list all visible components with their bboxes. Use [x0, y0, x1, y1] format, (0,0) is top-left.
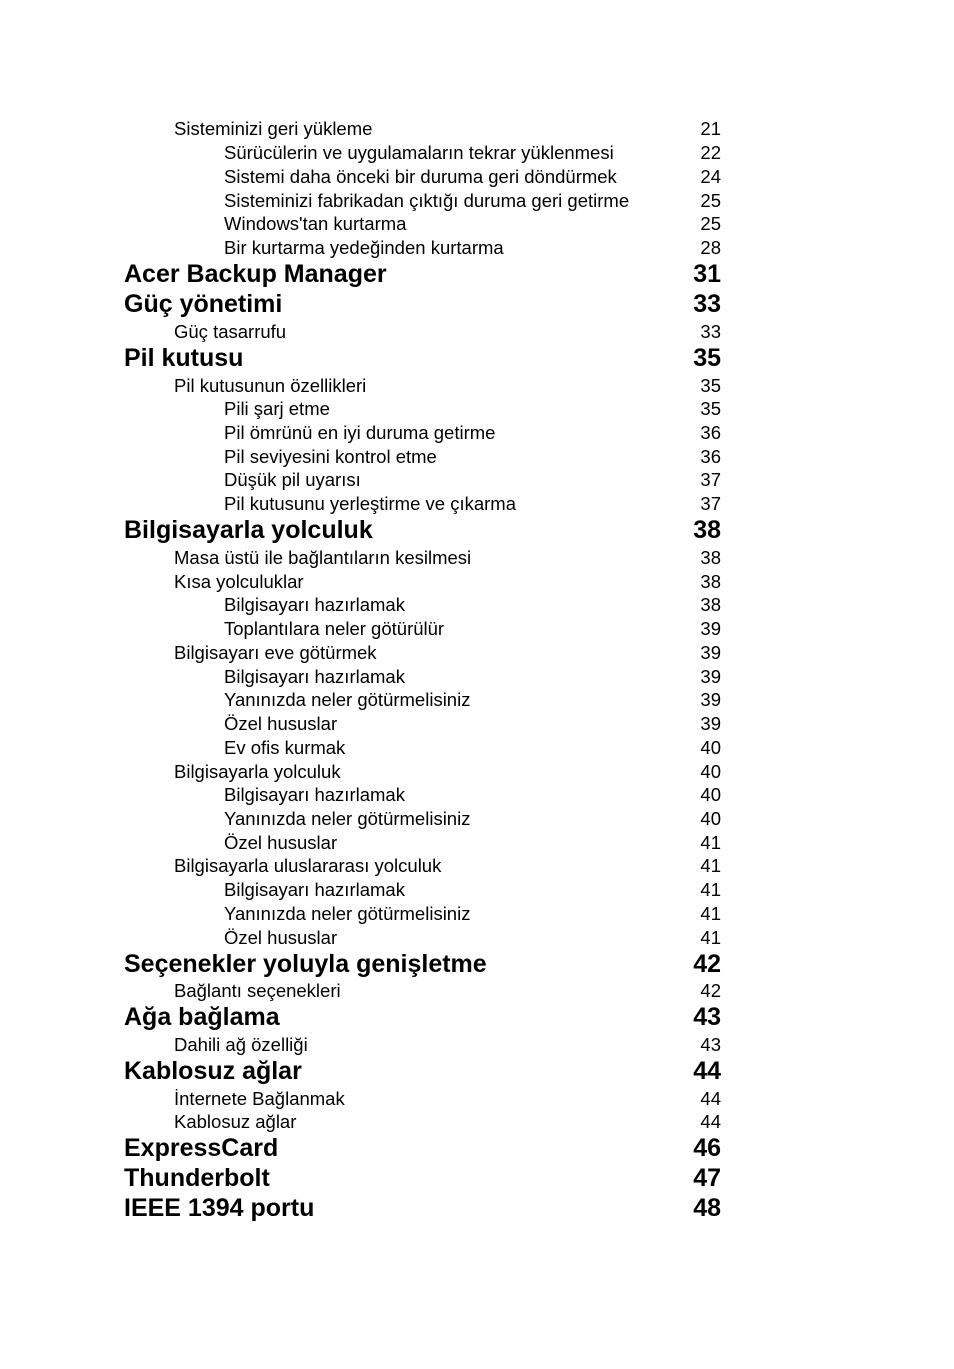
toc-section[interactable]: [0, 854, 954, 878]
toc-entry-title: Pil kutusu: [124, 344, 244, 372]
toc-subsection[interactable]: [0, 926, 954, 950]
toc-subsection[interactable]: [0, 593, 954, 617]
toc-section[interactable]: [0, 1087, 954, 1111]
toc-page-number: 41: [700, 903, 721, 924]
toc-page-number: 41: [700, 879, 721, 900]
toc-chapter[interactable]: [0, 289, 954, 319]
toc-page-number: 31: [693, 260, 721, 288]
toc-page-number: 46: [693, 1134, 721, 1162]
toc-page-number: 37: [700, 469, 721, 490]
toc-entry-title: Bilgisayarla yolculuk: [124, 516, 373, 544]
toc-subsection[interactable]: [0, 902, 954, 926]
toc-page-number: 33: [700, 321, 721, 342]
toc-page-number: 24: [700, 166, 721, 187]
toc-subsection[interactable]: [0, 397, 954, 421]
toc-entry-title: Seçenekler yoluyla genişletme: [124, 950, 487, 978]
toc-entry-title: Bilgisayarı eve götürmek: [174, 642, 377, 663]
toc-chapter[interactable]: [0, 1133, 954, 1163]
toc-page-number: 39: [700, 666, 721, 687]
toc-page-number: 41: [700, 832, 721, 853]
toc-section[interactable]: [0, 979, 954, 1003]
toc-entry-title: Kablosuz ağlar: [124, 1057, 302, 1085]
toc-page-number: 25: [700, 213, 721, 234]
toc-subsection[interactable]: [0, 831, 954, 855]
toc-page-number: 41: [700, 855, 721, 876]
toc-section[interactable]: [0, 320, 954, 344]
toc-page-number: 39: [700, 713, 721, 734]
toc-entry-title: Masa üstü ile bağlantıların kesilmesi: [174, 547, 472, 568]
toc-entry-title: Ev ofis kurmak: [224, 737, 346, 758]
toc-subsection[interactable]: [0, 189, 954, 213]
toc-entry-title: Yanınızda neler götürmelisiniz: [224, 689, 471, 710]
toc-page-number: 21: [700, 118, 721, 139]
toc-section[interactable]: [0, 570, 954, 594]
toc-page-number: 41: [700, 927, 721, 948]
toc-entry-title: Güç tasarrufu: [174, 321, 287, 342]
toc-section[interactable]: [0, 1033, 954, 1057]
toc-entry-title: Bilgisayarı hazırlamak: [224, 594, 405, 615]
toc-entry-title: ExpressCard: [124, 1134, 279, 1162]
toc-subsection[interactable]: [0, 807, 954, 831]
toc-entry-title: Pil ömrünü en iyi duruma getirme: [224, 422, 496, 443]
toc-entry-title: Acer Backup Manager: [124, 260, 387, 288]
toc-page-number: 47: [693, 1164, 721, 1192]
toc-entry-title: Özel hususlar: [224, 832, 338, 853]
toc-entry-title: Özel hususlar: [224, 927, 338, 948]
toc-section[interactable]: [0, 1110, 954, 1134]
toc-page-number: 38: [700, 594, 721, 615]
toc-page-number: 44: [700, 1088, 721, 1109]
toc-entry-title: Pil kutusunu yerleştirme ve çıkarma: [224, 493, 516, 514]
toc-page-number: 35: [700, 375, 721, 396]
toc-section[interactable]: [0, 760, 954, 784]
toc-page-number: 22: [700, 142, 721, 163]
toc-entry-title: Kablosuz ağlar: [174, 1111, 297, 1132]
toc-chapter[interactable]: [0, 515, 954, 545]
toc-subsection[interactable]: [0, 212, 954, 236]
toc-entry-title: Bilgisayarı hazırlamak: [224, 879, 405, 900]
toc-entry-title: Ağa bağlama: [124, 1003, 280, 1031]
toc-entry-title: Pil kutusunun özellikleri: [174, 375, 367, 396]
toc-page-number: 25: [700, 190, 721, 211]
toc-entry-title: Bir kurtarma yedeğinden kurtarma: [224, 237, 504, 258]
toc-subsection[interactable]: [0, 165, 954, 189]
toc-subsection[interactable]: [0, 236, 954, 260]
toc-page-number: 42: [700, 980, 721, 1001]
toc-page-number: 40: [700, 761, 721, 782]
toc-entry-title: Yanınızda neler götürmelisiniz: [224, 903, 471, 924]
toc-page-number: 36: [700, 422, 721, 443]
toc-subsection[interactable]: [0, 445, 954, 469]
toc-page-number: 43: [700, 1034, 721, 1055]
toc-page-number: 35: [700, 398, 721, 419]
toc-chapter[interactable]: [0, 1193, 954, 1223]
toc-page-number: 28: [700, 237, 721, 258]
toc-page-number: 36: [700, 446, 721, 467]
toc-section[interactable]: [0, 374, 954, 398]
toc-page-number: 38: [700, 547, 721, 568]
toc-entry-title: Sisteminizi geri yükleme: [174, 118, 373, 139]
toc-subsection[interactable]: [0, 617, 954, 641]
toc-subsection[interactable]: [0, 665, 954, 689]
toc-page-number: 37: [700, 493, 721, 514]
toc-entry-title: Thunderbolt: [124, 1164, 270, 1192]
toc-page-number: 38: [693, 516, 721, 544]
toc-entry-title: Pili şarj etme: [224, 398, 330, 419]
toc-subsection[interactable]: [0, 688, 954, 712]
toc-chapter[interactable]: [0, 949, 954, 979]
toc-page-number: 33: [693, 290, 721, 318]
toc-entry-title: Sistemi daha önceki bir duruma geri döndürmek: [224, 166, 617, 187]
toc-entry-title: Özel hususlar: [224, 713, 338, 734]
toc-entry-title: Bağlantı seçenekleri: [174, 980, 341, 1001]
toc-chapter[interactable]: [0, 1002, 954, 1032]
toc-subsection[interactable]: [0, 468, 954, 492]
toc-entry-title: Bilgisayarla uluslararası yolculuk: [174, 855, 442, 876]
toc-subsection[interactable]: [0, 141, 954, 165]
toc-page-number: 40: [700, 808, 721, 829]
toc-subsection[interactable]: [0, 712, 954, 736]
toc-chapter[interactable]: [0, 1056, 954, 1086]
toc-section[interactable]: [0, 641, 954, 665]
toc-page-number: 42: [693, 950, 721, 978]
toc-subsection[interactable]: [0, 421, 954, 445]
toc-page-number: 44: [693, 1057, 721, 1085]
toc-entry-title: Dahili ağ özelliği: [174, 1034, 308, 1055]
toc-page-number: 40: [700, 737, 721, 758]
toc-page-number: 43: [693, 1003, 721, 1031]
toc-subsection[interactable]: [0, 878, 954, 902]
toc-chapter[interactable]: [0, 1163, 954, 1193]
toc-entry-title: Yanınızda neler götürmelisiniz: [224, 808, 471, 829]
toc-page-number: 39: [700, 642, 721, 663]
toc-subsection[interactable]: [0, 783, 954, 807]
toc-entry-title: Güç yönetimi: [124, 290, 283, 318]
toc-entry-title: Bilgisayarı hazırlamak: [224, 666, 405, 687]
toc-section[interactable]: [0, 117, 954, 141]
toc-entry-title: Bilgisayarı hazırlamak: [224, 784, 405, 805]
toc-entry-title: IEEE 1394 portu: [124, 1194, 315, 1222]
toc-page-number: 38: [700, 571, 721, 592]
toc-entry-title: Kısa yolculuklar: [174, 571, 304, 592]
toc-entry-title: Sürücülerin ve uygulamaların tekrar yüklenmesi: [224, 142, 614, 163]
toc-page-number: 48: [693, 1194, 721, 1222]
toc-entry-title: Toplantılara neler götürülür: [224, 618, 445, 639]
toc-subsection[interactable]: [0, 492, 954, 516]
toc-page-number: 44: [700, 1111, 721, 1132]
toc-entry-title: Windows'tan kurtarma: [224, 213, 407, 234]
toc-page-number: 35: [693, 344, 721, 372]
toc-subsection[interactable]: [0, 736, 954, 760]
toc-entry-title: Pil seviyesini kontrol etme: [224, 446, 437, 467]
toc-page-number: 39: [700, 689, 721, 710]
toc-page-number: 40: [700, 784, 721, 805]
toc-entry-title: Sisteminizi fabrikadan çıktığı duruma geri getirme: [224, 190, 630, 211]
toc-entry-title: İnternete Bağlanmak: [174, 1088, 345, 1109]
toc-section[interactable]: [0, 546, 954, 570]
toc-chapter[interactable]: [0, 343, 954, 373]
toc-entry-title: Düşük pil uyarısı: [224, 469, 361, 490]
toc-entry-title: Bilgisayarla yolculuk: [174, 761, 341, 782]
toc-page-number: 39: [700, 618, 721, 639]
toc-chapter[interactable]: [0, 259, 954, 289]
